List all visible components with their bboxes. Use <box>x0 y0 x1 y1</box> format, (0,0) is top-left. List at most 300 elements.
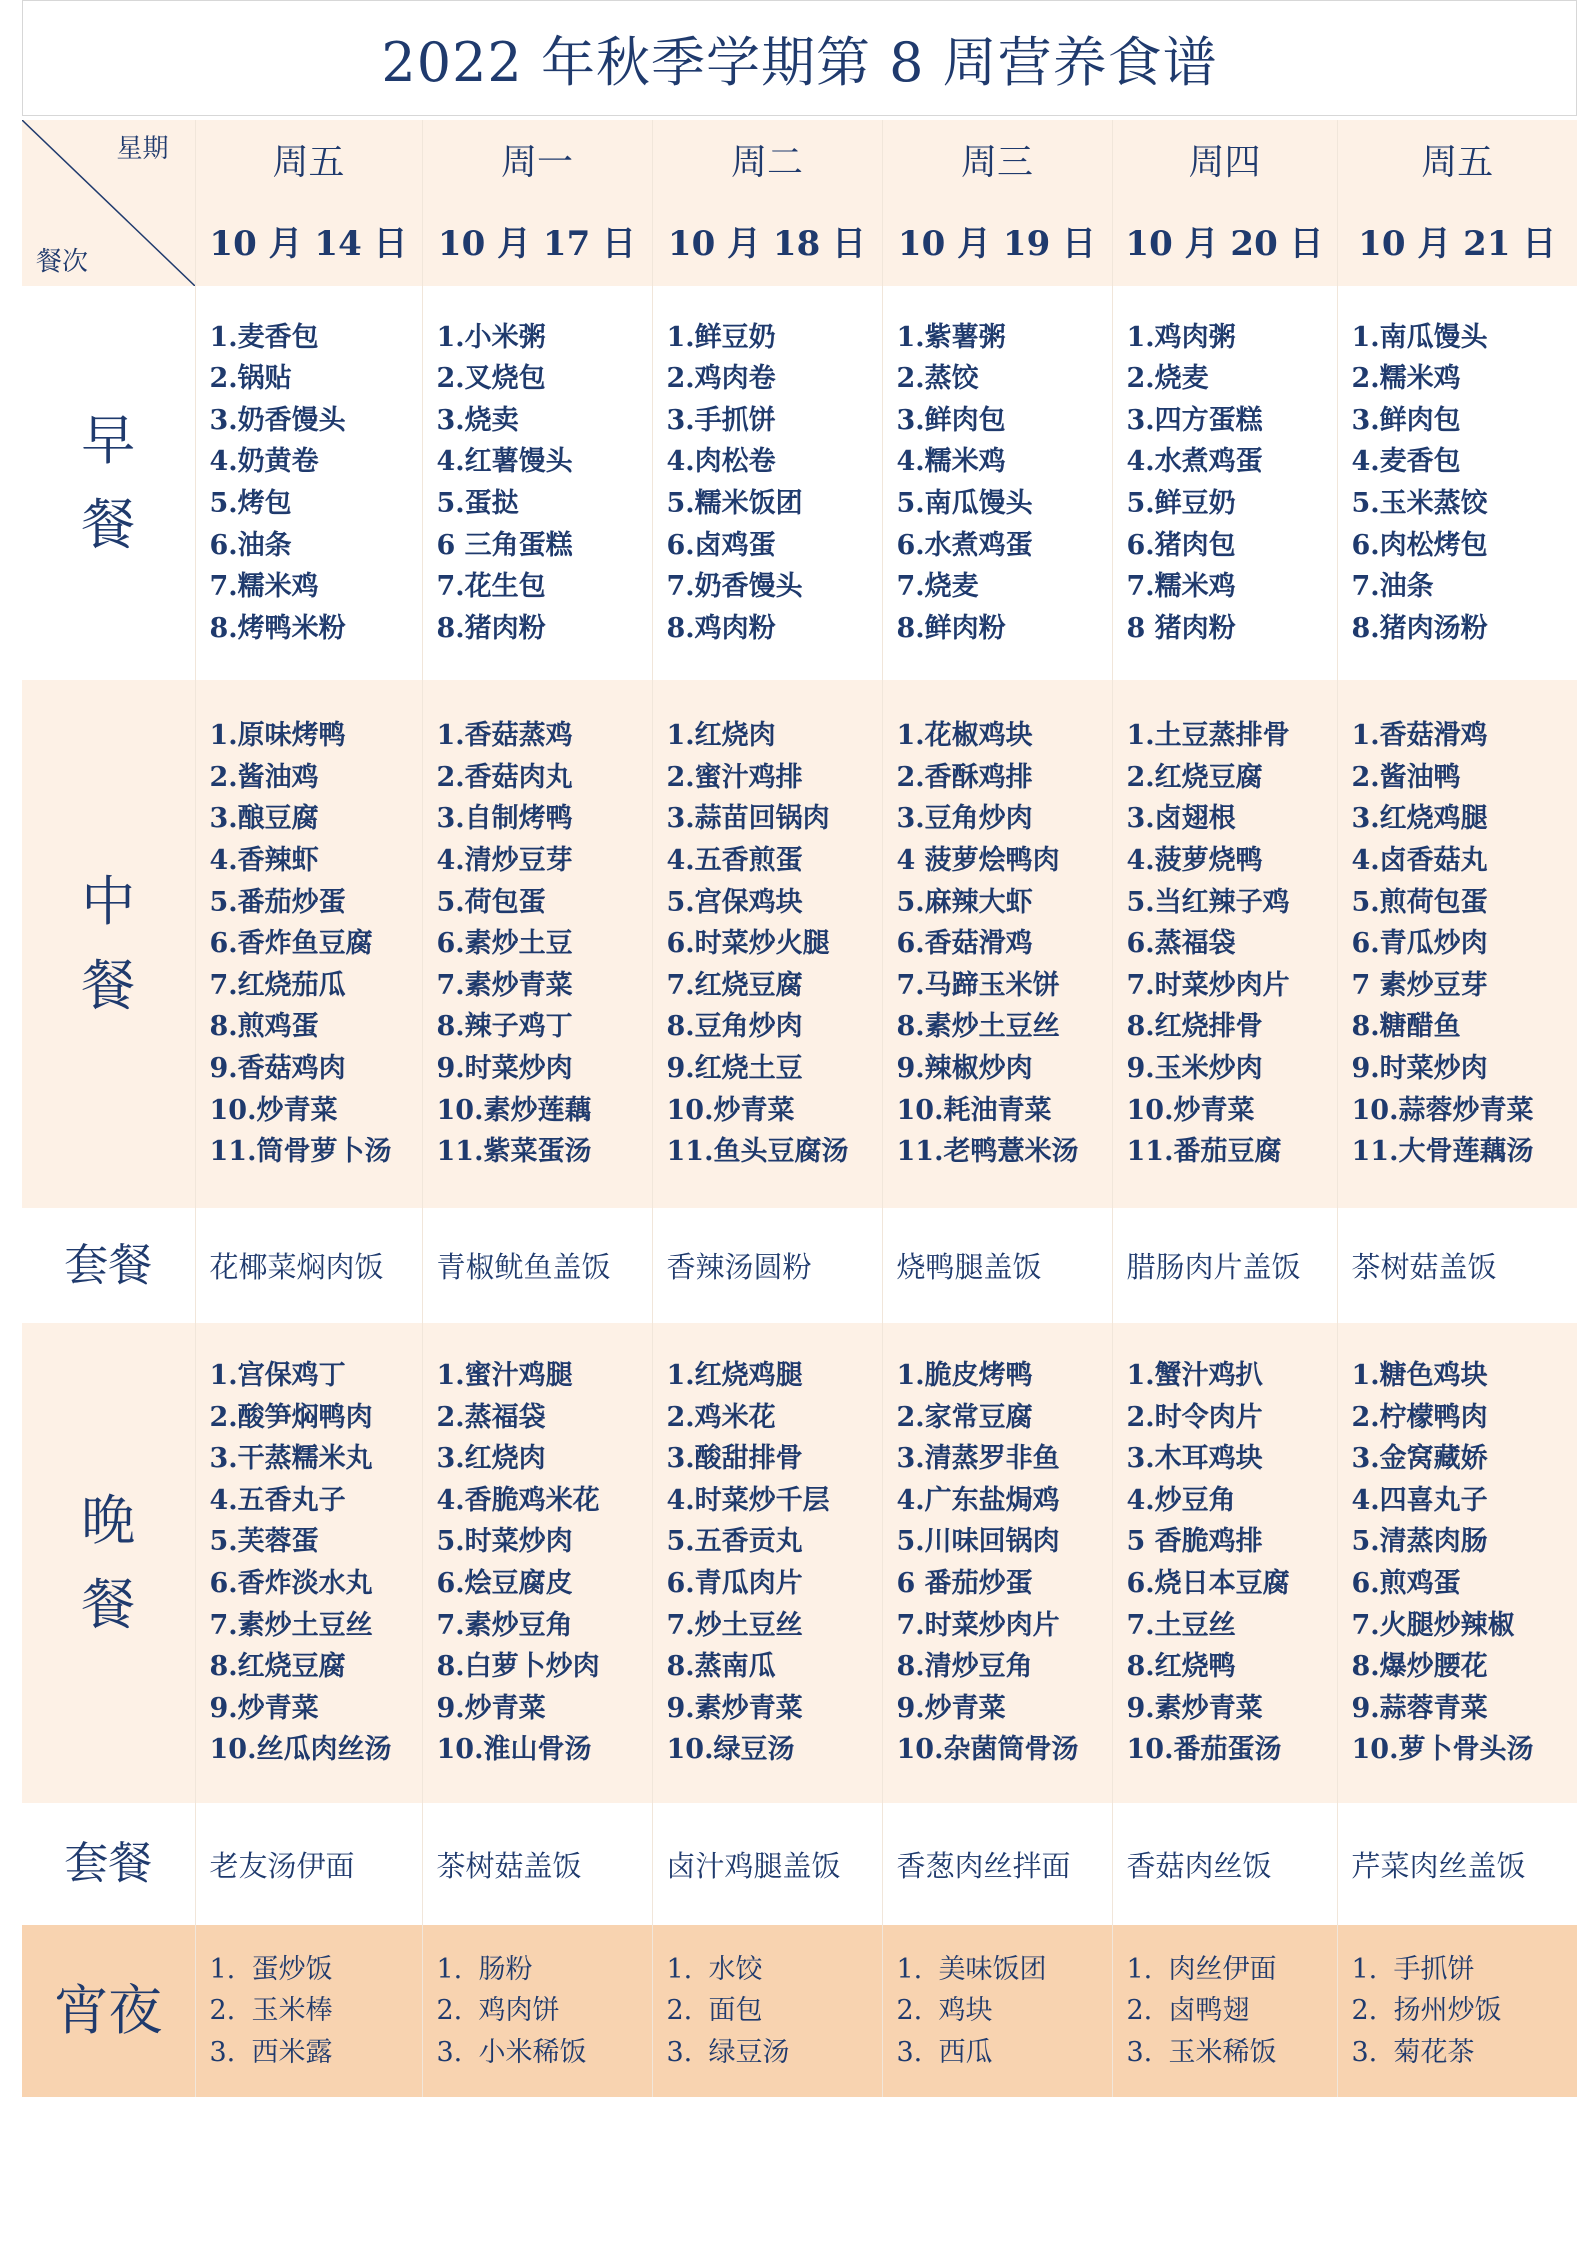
menu-item: 5 香脆鸡排 <box>1126 1526 1263 1558</box>
menu-item: 2.糯米鸡 <box>1351 363 1461 395</box>
item-text: 面包 <box>708 1995 763 2027</box>
menu-item: 1.紫薯粥 <box>896 321 1006 353</box>
lunch-set-item: 腊肠肉片盖饭 <box>1112 1208 1337 1323</box>
item-number: 2. <box>896 1995 923 2027</box>
menu-item: 2.红烧豆腐 <box>1126 761 1263 793</box>
dinner-set-label: 套餐 <box>22 1803 195 1925</box>
item-text: 蛋炒饭 <box>251 1953 333 1985</box>
menu-item: 8.红烧排骨 <box>1126 1011 1263 1043</box>
day-header <box>1112 120 1337 286</box>
menu-item: 1.鲜豆奶 <box>666 321 776 353</box>
night-snack-item <box>897 2032 1112 2074</box>
menu-item: 9.素炒青菜 <box>666 1692 803 1724</box>
item-text: 肉丝伊面 <box>1168 1953 1277 1985</box>
night-snack-cell <box>422 1925 652 2097</box>
day-date: 10 月 14 日 <box>209 224 408 265</box>
menu-item: 6.青瓜炒肉 <box>1351 928 1488 960</box>
menu-item: 7.炒土豆丝 <box>666 1609 803 1641</box>
menu-item: 2.酸笋焖鸭肉 <box>209 1401 373 1433</box>
lunch-set-item: 青椒鱿鱼盖饭 <box>422 1208 652 1323</box>
menu-item: 6.香炸淡水丸 <box>209 1568 373 1599</box>
menu-item: 6.油条 <box>209 529 292 561</box>
menu-item: 11.番茄豆腐 <box>1126 1136 1282 1168</box>
menu-item: 7.素炒土豆丝 <box>209 1609 373 1641</box>
lunch-set-item: 花椰菜焖肉饭 <box>195 1208 422 1323</box>
menu-item: 6.青瓜肉片 <box>666 1568 803 1599</box>
menu-item: 5.烤包 <box>209 488 292 519</box>
menu-item: 7.时菜炒肉片 <box>1126 969 1290 1001</box>
item-number: 2. <box>1126 1995 1153 2027</box>
day-date: 10 月 18 日 <box>667 224 867 265</box>
menu-item: 1.糖色鸡块 <box>1351 1360 1488 1392</box>
menu-item: 2.家常豆腐 <box>896 1401 1033 1433</box>
menu-item: 1.小米粥 <box>436 321 546 353</box>
dinner-set-item: 茶树菇盖饭 <box>422 1803 652 1925</box>
menu-item: 5.宫保鸡块 <box>666 886 803 918</box>
menu-item: 2.酱油鸭 <box>1351 761 1461 793</box>
menu-item: 2.香酥鸡排 <box>896 761 1033 793</box>
menu-item: 6.香炸鱼豆腐 <box>209 928 373 960</box>
menu-item: 3.酸甜排骨 <box>666 1443 803 1475</box>
menu-item: 8.糖醋鱼 <box>1351 1011 1461 1043</box>
item-number: 1. <box>1351 1953 1378 1985</box>
menu-item: 10.炒青菜 <box>666 1094 795 1126</box>
menu-item: 10.萝卜骨头汤 <box>1351 1734 1534 1766</box>
item-number: 3. <box>436 2036 463 2068</box>
menu-item: 6.时菜炒火腿 <box>666 928 830 960</box>
menu-item: 5.芙蓉蛋 <box>209 1526 319 1558</box>
menu-item: 3.酿豆腐 <box>209 803 319 835</box>
night-snack-cell <box>1337 1925 1577 2097</box>
menu-item: 3.红烧肉 <box>436 1443 546 1475</box>
menu-item: 9.香菇鸡肉 <box>209 1052 346 1084</box>
day-date: 10 月 19 日 <box>897 224 1097 265</box>
day-header <box>422 120 652 286</box>
menu-item: 2.蜜汁鸡排 <box>666 761 803 793</box>
night-snack-row <box>22 1925 1577 2097</box>
item-text: 肠粉 <box>478 1953 533 1985</box>
night-snack-item <box>210 2032 422 2074</box>
menu-item: 1.脆皮烤鸭 <box>896 1360 1033 1392</box>
menu-item: 4.水煮鸡蛋 <box>1126 446 1263 478</box>
menu-item: 2.鸡米花 <box>666 1401 776 1433</box>
item-number: 1. <box>666 1953 693 1985</box>
menu-item: 10.耗油青菜 <box>896 1094 1052 1126</box>
item-text: 西米露 <box>251 2036 333 2068</box>
title-box <box>22 0 1577 116</box>
item-text: 扬州炒饭 <box>1393 1995 1502 2027</box>
menu-item: 10.淮山骨汤 <box>436 1734 592 1766</box>
menu-item: 3.红烧鸡腿 <box>1351 803 1488 835</box>
menu-item: 1.蟹汁鸡扒 <box>1126 1360 1263 1392</box>
menu-item: 7.红烧茄瓜 <box>209 969 346 1001</box>
menu-item: 3.卤翅根 <box>1126 803 1236 835</box>
menu-item: 7.马蹄玉米饼 <box>896 969 1060 1001</box>
menu-item: 5.麻辣大虾 <box>896 886 1033 918</box>
lunch-cell <box>195 680 422 1208</box>
menu-item: 7.火腿炒辣椒 <box>1351 1609 1515 1641</box>
menu-item: 2.锅贴 <box>209 363 292 395</box>
menu-item: 5.清蒸肉肠 <box>1351 1526 1488 1558</box>
night-snack-item <box>210 1949 422 1991</box>
menu-item: 5.五香贡丸 <box>666 1526 803 1558</box>
menu-item: 10.杂菌筒骨汤 <box>896 1734 1079 1766</box>
menu-item: 2.鸡肉卷 <box>666 363 776 395</box>
item-number: 1. <box>209 1953 236 1985</box>
night-snack-cell <box>1112 1925 1337 2097</box>
menu-item: 10.炒青菜 <box>1126 1094 1255 1126</box>
menu-item: 7 素炒豆芽 <box>1351 969 1488 1001</box>
lunch-set-label: 套餐 <box>22 1208 195 1323</box>
menu-item: 1.香菇滑鸡 <box>1351 720 1488 752</box>
menu-item: 2.酱油鸡 <box>209 761 319 793</box>
dinner-set-item: 老友汤伊面 <box>195 1803 422 1925</box>
menu-item: 8.红烧鸭 <box>1126 1651 1236 1683</box>
menu-item: 3.木耳鸡块 <box>1126 1443 1263 1475</box>
menu-item: 8.豆角炒肉 <box>666 1011 803 1043</box>
dinner-set-row <box>22 1803 1577 1925</box>
menu-item: 9.红烧土豆 <box>666 1052 803 1084</box>
night-snack-item <box>667 2032 882 2074</box>
item-text: 绿豆汤 <box>708 2036 790 2068</box>
lunch-set-item: 烧鸭腿盖饭 <box>882 1208 1112 1323</box>
week-label: 星期 <box>116 134 169 164</box>
menu-item: 10.炒青菜 <box>209 1094 338 1126</box>
night-snack-item <box>897 1949 1112 1991</box>
menu-item: 1.花椒鸡块 <box>896 720 1033 752</box>
menu-item: 4.四喜丸子 <box>1351 1484 1488 1516</box>
menu-item: 3.四方蛋糕 <box>1126 404 1263 436</box>
dinner-row <box>22 1323 1577 1803</box>
day-name: 周五 <box>1421 141 1494 183</box>
day-date: 10 月 21 日 <box>1358 224 1557 265</box>
menu-item: 4.香脆鸡米花 <box>436 1484 600 1516</box>
menu-item: 9.蒜蓉青菜 <box>1351 1692 1488 1724</box>
breakfast-label: 早 餐 <box>22 286 195 680</box>
night-snack-item <box>437 2032 652 2074</box>
menu-item: 5.番茄炒蛋 <box>209 886 346 918</box>
menu-item: 9.时菜炒肉 <box>436 1052 573 1084</box>
menu-item: 7.奶香馒头 <box>666 571 803 603</box>
menu-item: 9.炒青菜 <box>896 1692 1006 1724</box>
lunch-label: 中 餐 <box>22 680 195 1208</box>
menu-item: 11.鱼头豆腐汤 <box>666 1136 849 1168</box>
night-snack-item <box>1127 1949 1337 1991</box>
menu-item: 3.鲜肉包 <box>896 404 1006 436</box>
menu-item: 1.蜜汁鸡腿 <box>436 1360 573 1392</box>
menu-item: 1.宫保鸡丁 <box>209 1360 346 1392</box>
menu-item: 6 三角蛋糕 <box>436 529 573 561</box>
menu-item: 5.时菜炒肉 <box>436 1526 573 1558</box>
night-snack-item <box>667 1990 882 2032</box>
menu-item: 6.烩豆腐皮 <box>436 1568 573 1599</box>
menu-item: 1.原味烤鸭 <box>209 720 346 752</box>
menu-item: 6.卤鸡蛋 <box>666 529 776 561</box>
item-text: 玉米稀饭 <box>1168 2036 1277 2068</box>
lunch-cell <box>422 680 652 1208</box>
lunch-row <box>22 680 1577 1208</box>
menu-item: 6 番茄炒蛋 <box>896 1568 1033 1599</box>
menu-item: 8.猪肉粉 <box>436 612 546 644</box>
menu-item: 5.蛋挞 <box>436 488 519 519</box>
menu-item: 8.素炒土豆丝 <box>896 1011 1060 1043</box>
corner-cell <box>22 120 195 286</box>
menu-item: 7.素炒豆角 <box>436 1609 573 1641</box>
menu-item: 5.川味回锅肉 <box>896 1526 1060 1558</box>
menu-item: 9.炒青菜 <box>209 1692 319 1724</box>
item-number: 3. <box>1351 2036 1378 2068</box>
menu-item: 7.油条 <box>1351 571 1434 603</box>
menu-item: 3.干蒸糯米丸 <box>209 1443 373 1475</box>
menu-item: 9.时菜炒肉 <box>1351 1052 1488 1084</box>
menu-item: 11.筒骨萝卜汤 <box>209 1136 392 1168</box>
menu-item: 6.水煮鸡蛋 <box>896 529 1033 561</box>
menu-item: 11.大骨莲藕汤 <box>1351 1136 1534 1168</box>
lunch-set-item: 茶树菇盖饭 <box>1337 1208 1577 1323</box>
menu-item: 3.豆角炒肉 <box>896 803 1033 835</box>
lunch-set-row <box>22 1208 1577 1323</box>
menu-item: 4.糯米鸡 <box>896 446 1006 478</box>
menu-item: 2.柠檬鸭肉 <box>1351 1401 1488 1433</box>
night-snack-item <box>1127 2032 1337 2074</box>
night-snack-cell <box>882 1925 1112 2097</box>
item-text: 小米稀饭 <box>478 2036 587 2068</box>
menu-item: 4.香辣虾 <box>209 845 319 877</box>
menu-item: 8.清炒豆角 <box>896 1651 1033 1683</box>
lunch-cell <box>1112 680 1337 1208</box>
menu-item: 1.香菇蒸鸡 <box>436 720 573 752</box>
menu-item: 6.素炒土豆 <box>436 928 573 960</box>
menu-item: 4.肉松卷 <box>666 446 776 478</box>
item-number: 3. <box>1126 2036 1153 2068</box>
menu-item: 1.红烧肉 <box>666 720 776 752</box>
menu-item: 4.清炒豆芽 <box>436 845 573 877</box>
day-name: 周五 <box>272 141 345 183</box>
dinner-cell <box>422 1323 652 1803</box>
menu-item: 1.麦香包 <box>209 321 319 353</box>
night-snack-item <box>437 1949 652 1991</box>
menu-item: 3.奶香馒头 <box>209 404 346 436</box>
menu-item: 10.素炒莲藕 <box>436 1094 592 1126</box>
menu-item: 4.炒豆角 <box>1126 1484 1236 1516</box>
day-header <box>195 120 422 286</box>
item-text: 菊花茶 <box>1393 2036 1475 2068</box>
night-snack-label: 宵夜 <box>22 1925 195 2097</box>
lunch-cell <box>1337 680 1577 1208</box>
menu-item: 10.番茄蛋汤 <box>1126 1734 1282 1766</box>
item-number: 3. <box>896 2036 923 2068</box>
menu-item: 8.煎鸡蛋 <box>209 1011 319 1043</box>
menu-item: 2.蒸福袋 <box>436 1401 546 1433</box>
menu-item: 8.猪肉汤粉 <box>1351 612 1488 644</box>
day-date: 10 月 17 日 <box>437 224 637 265</box>
menu-item: 3.金窝藏娇 <box>1351 1443 1488 1475</box>
dinner-cell <box>195 1323 422 1803</box>
night-snack-item <box>1127 1990 1337 2032</box>
breakfast-cell <box>1112 286 1337 680</box>
night-snack-item <box>1352 1949 1578 1991</box>
night-snack-cell <box>195 1925 422 2097</box>
lunch-cell <box>882 680 1112 1208</box>
item-text: 玉米棒 <box>251 1995 333 2027</box>
night-snack-item <box>437 1990 652 2032</box>
menu-item: 5.荷包蛋 <box>436 886 546 918</box>
menu-item: 3.手抓饼 <box>666 404 776 436</box>
meal-label: 餐次 <box>36 247 89 277</box>
night-snack-item <box>667 1949 882 1991</box>
menu-item: 7.花生包 <box>436 571 546 603</box>
menu-item: 11.紫菜蛋汤 <box>436 1136 592 1168</box>
menu-item: 1.土豆蒸排骨 <box>1126 720 1290 752</box>
menu-item: 6.香菇滑鸡 <box>896 928 1033 960</box>
menu-item: 10.丝瓜肉丝汤 <box>209 1734 392 1766</box>
menu-item: 4 菠萝烩鸭肉 <box>896 845 1060 877</box>
night-snack-item <box>210 1990 422 2032</box>
lunch-set-item: 香辣汤圆粉 <box>652 1208 882 1323</box>
menu-item: 8.辣子鸡丁 <box>436 1011 573 1043</box>
breakfast-cell <box>1337 286 1577 680</box>
item-number: 1. <box>436 1953 463 1985</box>
item-text: 鸡肉饼 <box>478 1995 560 2027</box>
breakfast-cell <box>422 286 652 680</box>
menu-item: 3.蒜苗回锅肉 <box>666 803 830 835</box>
day-header <box>652 120 882 286</box>
menu-item: 4.卤香菇丸 <box>1351 845 1488 877</box>
day-name: 周四 <box>1188 141 1261 183</box>
menu-item: 3.自制烤鸭 <box>436 803 573 835</box>
night-snack-item <box>1352 2032 1578 2074</box>
menu-item: 6.肉松烤包 <box>1351 529 1488 561</box>
menu-item: 2.时令肉片 <box>1126 1401 1263 1433</box>
menu-item: 4.五香丸子 <box>209 1484 346 1516</box>
menu-item: 5.煎荷包蛋 <box>1351 886 1488 918</box>
item-text: 手抓饼 <box>1393 1953 1475 1985</box>
menu-item: 2.烧麦 <box>1126 363 1209 395</box>
day-name: 周三 <box>960 141 1033 183</box>
menu-item: 4.红薯馒头 <box>436 446 573 478</box>
menu-item: 9.玉米炒肉 <box>1126 1052 1263 1084</box>
menu-item: 5.鲜豆奶 <box>1126 488 1236 519</box>
menu-item: 2.叉烧包 <box>436 363 546 395</box>
menu-item: 3.鲜肉包 <box>1351 404 1461 436</box>
menu-item: 3.清蒸罗非鱼 <box>896 1443 1060 1475</box>
item-number: 1. <box>896 1953 923 1985</box>
dinner-cell <box>1337 1323 1577 1803</box>
item-number: 2. <box>1351 1995 1378 2027</box>
menu-item: 7.土豆丝 <box>1126 1609 1236 1641</box>
menu-item: 4.奶黄卷 <box>209 446 319 478</box>
menu-item: 4.麦香包 <box>1351 446 1461 478</box>
menu-item: 7.烧麦 <box>896 571 979 603</box>
item-text: 鸡块 <box>938 1995 993 2027</box>
menu-item: 8.爆炒腰花 <box>1351 1651 1488 1683</box>
dinner-set-item: 芹菜肉丝盖饭 <box>1337 1803 1577 1925</box>
item-number: 3. <box>666 2036 693 2068</box>
menu-item: 9.素炒青菜 <box>1126 1692 1263 1724</box>
menu-item: 11.老鸭薏米汤 <box>896 1136 1079 1168</box>
night-snack-item <box>897 1990 1112 2032</box>
menu-item: 7.素炒青菜 <box>436 969 573 1001</box>
menu-item: 8 猪肉粉 <box>1126 612 1236 644</box>
menu-item: 8.烤鸭米粉 <box>209 612 346 644</box>
breakfast-cell <box>195 286 422 680</box>
dinner-cell <box>652 1323 882 1803</box>
menu-item: 3.烧卖 <box>436 404 519 436</box>
menu-item: 9.辣椒炒肉 <box>896 1052 1033 1084</box>
menu-item: 4.菠萝烧鸭 <box>1126 845 1263 877</box>
menu-item: 1.红烧鸡腿 <box>666 1360 803 1392</box>
menu-item: 9.炒青菜 <box>436 1692 546 1724</box>
menu-item: 7.时菜炒肉片 <box>896 1609 1060 1641</box>
day-header <box>1337 120 1577 286</box>
item-number: 1. <box>1126 1953 1153 1985</box>
dinner-label: 晚 餐 <box>22 1323 195 1803</box>
menu-item: 6.蒸福袋 <box>1126 928 1236 960</box>
menu-item: 5.南瓜馒头 <box>896 488 1033 519</box>
breakfast-cell <box>882 286 1112 680</box>
menu-item: 8.鸡肉粉 <box>666 612 776 644</box>
menu-item: 7.糯米鸡 <box>1126 571 1236 603</box>
day-header <box>882 120 1112 286</box>
menu-item: 8.鲜肉粉 <box>896 612 1006 644</box>
menu-item: 4.时菜炒千层 <box>666 1484 830 1516</box>
menu-item: 6.煎鸡蛋 <box>1351 1568 1461 1599</box>
item-number: 2. <box>436 1995 463 2027</box>
dinner-set-item: 卤汁鸡腿盖饭 <box>652 1803 882 1925</box>
menu-item: 8.白萝卜炒肉 <box>436 1651 600 1683</box>
day-name: 周二 <box>730 141 803 183</box>
item-text: 西瓜 <box>938 2036 993 2068</box>
menu-item: 8.蒸南瓜 <box>666 1651 776 1683</box>
item-number: 2. <box>209 1995 236 2027</box>
menu-item: 2.蒸饺 <box>896 363 979 395</box>
menu-item: 5.当红辣子鸡 <box>1126 886 1290 918</box>
item-text: 卤鸭翅 <box>1168 1995 1250 2027</box>
menu-table <box>22 120 1577 2097</box>
day-date: 10 月 20 日 <box>1125 224 1324 265</box>
lunch-cell <box>652 680 882 1208</box>
night-snack-cell <box>652 1925 882 2097</box>
menu-item: 1.南瓜馒头 <box>1351 321 1488 353</box>
menu-item: 10.蒜蓉炒青菜 <box>1351 1094 1534 1126</box>
dinner-cell <box>1112 1323 1337 1803</box>
dinner-set-item: 香菇肉丝饭 <box>1112 1803 1337 1925</box>
menu-item: 5.玉米蒸饺 <box>1351 488 1488 519</box>
breakfast-cell <box>652 286 882 680</box>
dinner-set-item: 香葱肉丝拌面 <box>882 1803 1112 1925</box>
item-text: 水饺 <box>708 1953 763 1985</box>
menu-item: 7.红烧豆腐 <box>666 969 803 1001</box>
item-number: 3. <box>209 2036 236 2068</box>
menu-item: 5.糯米饭团 <box>666 488 803 519</box>
item-number: 2. <box>666 1995 693 2027</box>
menu-item: 10.绿豆汤 <box>666 1734 795 1766</box>
menu-item: 6.猪肉包 <box>1126 529 1236 561</box>
header-row <box>22 120 1577 286</box>
menu-item: 6.烧日本豆腐 <box>1126 1568 1290 1599</box>
menu-item: 8.红烧豆腐 <box>209 1651 346 1683</box>
night-snack-item <box>1352 1990 1578 2032</box>
breakfast-row <box>22 286 1577 680</box>
menu-item: 7.糯米鸡 <box>209 571 319 603</box>
menu-item: 1.鸡肉粥 <box>1126 321 1236 353</box>
menu-item: 4.广东盐焗鸡 <box>896 1484 1060 1516</box>
menu-item: 4.五香煎蛋 <box>666 845 803 877</box>
day-name: 周一 <box>500 141 573 183</box>
page-title: 2022 年秋季学期第 8 周营养食谱 <box>381 30 1218 94</box>
dinner-cell <box>882 1323 1112 1803</box>
menu-item: 2.香菇肉丸 <box>436 761 573 793</box>
